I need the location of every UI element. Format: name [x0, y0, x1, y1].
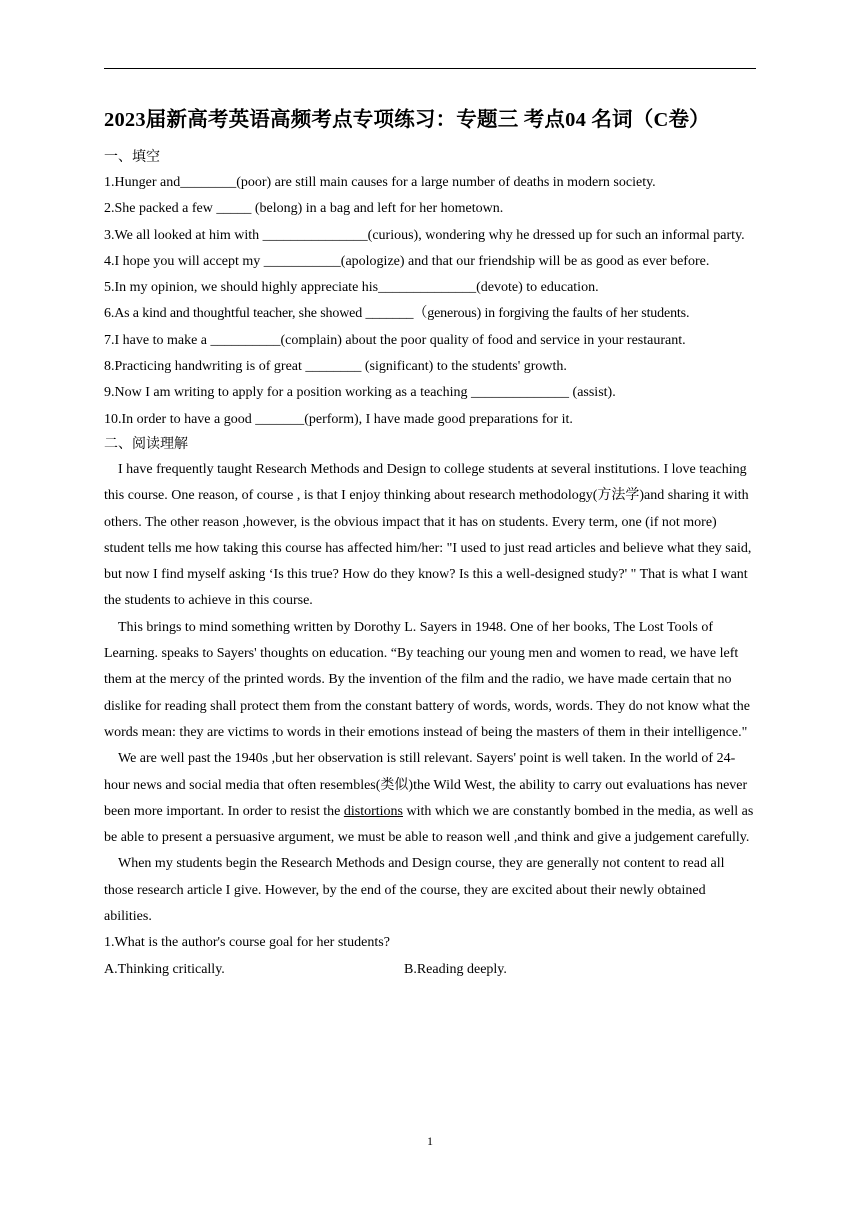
- underlined-word: distortions: [343, 803, 403, 819]
- question-3: 3.We all looked at him with _______________(curious), wondering why he dressed up for such an informal party.: [104, 227, 745, 243]
- paragraph-3-text-start: We are well past the 1940s ,but her observation is still relevant. Sayers' point is well taken. In the world of 24-hour news and social media that often resembles(类似)the Wild West, the ability to carry out evaluations has never been more important. In order to resist the: [104, 751, 748, 819]
- question-8: 8.Practicing handwriting is of great ________ (significant) to the students' growth.: [104, 359, 567, 375]
- question-4: 4.I hope you will accept my ___________(apologize) and that our friendship will be as good as ever before.: [104, 253, 710, 269]
- document-body: [104, 146, 756, 983]
- reading-question-1: 1.What is the author's course goal for her students?: [104, 935, 390, 951]
- answer-options: [104, 957, 756, 983]
- question-9: 9.Now I am writing to apply for a position working as a teaching ______________ (assist).: [104, 385, 616, 401]
- question-5: 5.In my opinion, we should highly appreciate his______________(devote) to education.: [104, 280, 599, 296]
- question-6: 6.As a kind and thoughtful teacher, she showed _______（generous) in forgiving the faults of her students.: [104, 306, 690, 322]
- option-b: B.Reading deeply.: [404, 961, 507, 977]
- passage-paragraph-4: When my students begin the Research Methods and Design course, they are generally not content to read all those research article I give. However, by the end of the course, they are excited about their newly obtained abilities.: [104, 856, 725, 925]
- question-1: 1.Hunger and________(poor) are still main causes for a large number of deaths in modern society.: [104, 175, 656, 190]
- section-heading-reading: 二、阅读理解: [104, 436, 188, 452]
- question-7: 7.I have to make a __________(complain) about the poor quality of food and service in your restaurant.: [104, 332, 686, 348]
- header-rule: [104, 68, 756, 69]
- page-number: 1: [427, 1134, 433, 1148]
- document-title: 2023届新高考英语高频考点专项练习：专题三 考点04 名词（C卷）: [104, 109, 710, 131]
- question-10: 10.In order to have a good _______(perform), I have made good preparations for it.: [104, 411, 573, 427]
- question-2: 2.She packed a few _____ (belong) in a bag and left for her hometown.: [104, 201, 504, 217]
- section-heading-fill-blank: 一、填空: [104, 150, 160, 165]
- paragraph-3-text-end: with which we are constantly bombed in the media, as well as be able to present a persuasive argument, we must be able to reason well ,and think and give a judgement carefully.: [104, 803, 754, 846]
- passage-paragraph-2: This brings to mind something written by Dorothy L. Sayers in 1948. One of her books, The Lost Tools of Learning. speaks to Sayers' thoughts on education. “By teaching our young men and women to read, we have left them at the mercy of the printed words. By the invention of the film and the radio, we have made certain that no dislike for reading shall protect them from the constant battery of words, words, words. They do not know what the words mean: they are victims to words in their emotions instead of being the masters of them in their intelligence.": [104, 619, 750, 740]
- passage-paragraph-3: [104, 746, 756, 851]
- option-a: A.Thinking critically.: [104, 961, 225, 977]
- passage-paragraph-1: I have frequently taught Research Methods and Design to college students at several institutions. I love teaching this course. One reason, of course , is that I enjoy thinking about research methodology(方法学)and sharing it with others. The other reason ,however, is the obvious impact that it has on students. Every term, one (if not more) student tells me how taking this course has affected him/her: "I used to just read articles and believe what they said, but now I find myself asking ‘Is this true? How do they know? Is this a well-designed study?' " That is what I want the students to achieve in this course.: [104, 461, 752, 609]
